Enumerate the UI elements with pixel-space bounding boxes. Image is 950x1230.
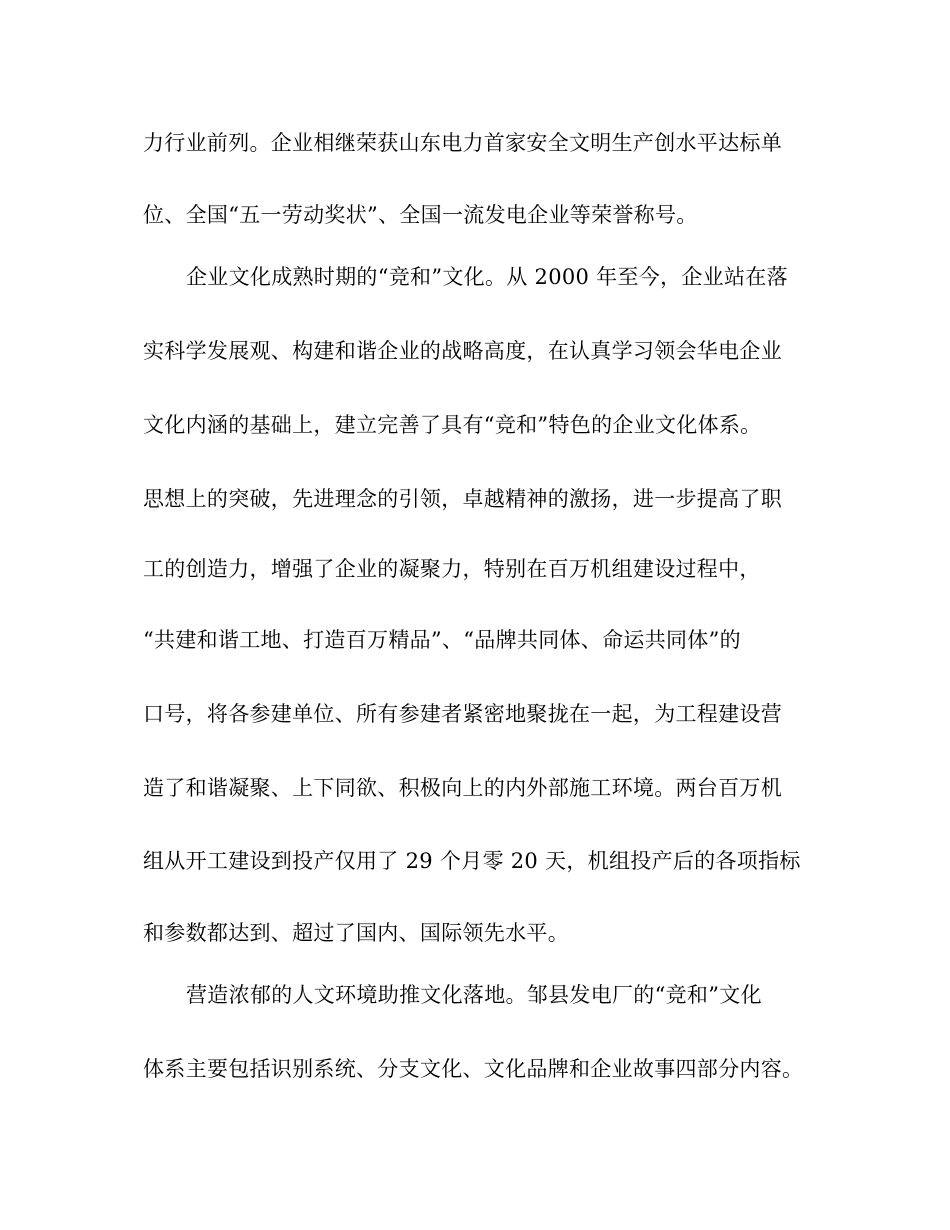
- text-line: 和参数都达到、超过了国内、国际领先水平。: [143, 921, 569, 945]
- text-line: 造了和谐凝聚、上下同欲、积极向上的内外部施工环境。两台百万机: [143, 776, 782, 800]
- text-line: 思想上的突破，先进理念的引领，卓越精神的激扬，进一步提高了职: [143, 487, 782, 511]
- text-line: 组从开工建设到投产仅用了 29 个月零 20 天，机组投产后的各项指标: [143, 849, 801, 873]
- text-line: 文化内涵的基础上，建立完善了具有“竞和”特色的企业文化体系。: [143, 413, 762, 437]
- text-line: 体系主要包括识别系统、分支文化、文化品牌和企业故事四部分内容。: [143, 1057, 804, 1081]
- text-line: 位、全国“五一劳动奖状”、全国一流发电企业等荣誉称号。: [143, 203, 698, 227]
- text-line: 工的创造力，增强了企业的凝聚力，特别在百万机组建设过程中，: [143, 557, 761, 581]
- paragraph-start-line: 企业文化成熟时期的“竞和”文化。从 2000 年至今，企业站在落: [186, 265, 788, 289]
- text-line: 口号，将各参建单位、所有参建者紧密地聚拢在一起，为工程建设营: [143, 702, 782, 726]
- text-line: 力行业前列。企业相继荣获山东电力首家安全文明生产创水平达标单: [143, 131, 782, 155]
- paragraph-start-line: 营造浓郁的人文环境助推文化落地。邹县发电厂的“竞和”文化: [186, 983, 762, 1007]
- text-line: 实科学发展观、构建和谐企业的战略高度，在认真学习领会华电企业: [143, 339, 782, 363]
- text-line: “共建和谐工地、打造百万精品”、“品牌共同体、命运共同体”的: [143, 628, 741, 652]
